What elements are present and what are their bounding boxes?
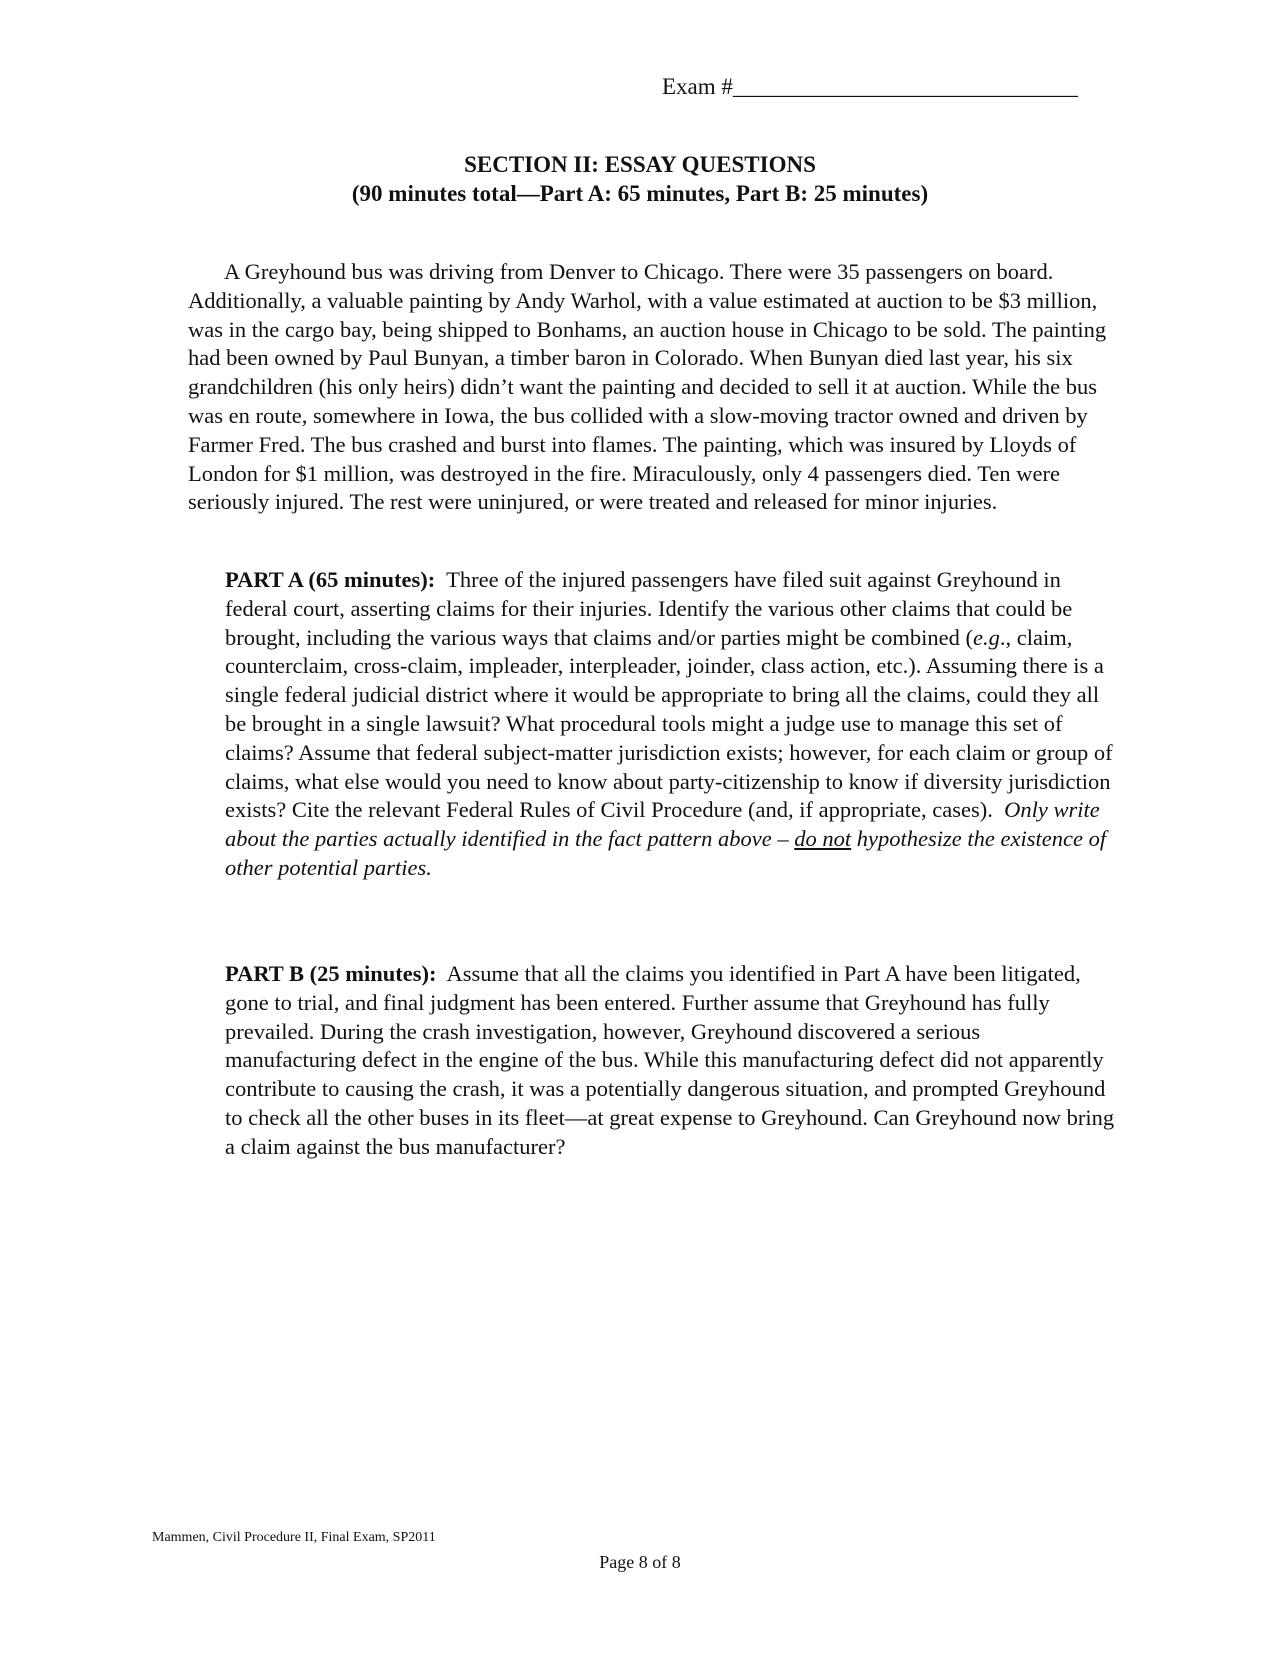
part-a-instruction-1: Only write about the parties actually identified in the fact pattern above – <box>225 797 1100 852</box>
part-a-text-2: ., claim, counterclaim, cross-claim, impleader, interpleader, joinder, class action, etc.). Assuming there is a single federal judicial district where it would be appropriate to bring all the claims, could they all be brought in a single lawsuit? What procedural tools might a judge use to manage this set of claims? Assume that federal subject-matter jurisdiction exists; however, for each claim or group of claims, what else would you need to know about party-citizenship to know if diversity jurisdiction exists? Cite the relevant Federal Rules of Civil Procedure (and, if appropriate, cases). <box>225 624 1113 823</box>
part-a-label: PART A (65 minutes): <box>225 567 436 592</box>
part-b-text: Assume that all the claims you identified in Part A have been litigated, gone to trial, and final judgment has been entered. Further assume that Greyhound has fully prevailed. During the crash investigation, however, Greyhound discovered a serious manufacturing defect in the engine of the bus. While this manufacturing defect did not apparently contribute to causing the crash, it was a potentially dangerous situation, and prompted Greyhound to check all the other buses in its fleet—at great expense to Greyhound. Can Greyhound now bring a claim against the bus manufacturer? <box>225 961 1115 1159</box>
part-a-question <box>225 566 1125 883</box>
section-heading <box>0 150 1280 208</box>
part-a-instruction-underline: do not <box>794 826 852 852</box>
fact-pattern: A Greyhound bus was driving from Denver to Chicago. There were 35 passengers on board. Additionally, a valuable painting by Andy Warhol, with a value estimated at auction to be $3 million, was in the cargo bay, being shipped to Bonhams, an auction house in Chicago to be sold. The painting had been owned by Paul Bunyan, a timber baron in Colorado. When Bunyan died last year, his six grandchildren (his only heirs) didn’t want the painting and decided to sell it at auction. While the bus was en route, somewhere in Iowa, the bus collided with a slow-moving tractor owned and driven by Farmer Fred. The bus crashed and burst into flames. The painting, which was insured by Lloyds of London for $1 million, was destroyed in the fire. Miraculously, only 4 passengers died. Ten were seriously injured. The rest were uninjured, or were treated and released for minor injuries. <box>188 259 1107 515</box>
section-title: SECTION II: ESSAY QUESTIONS <box>464 152 816 177</box>
footer-page-number: Page 8 of 8 <box>599 1552 681 1572</box>
part-a-eg: e.g <box>972 624 1000 650</box>
part-b-label: PART B (25 minutes): <box>225 961 437 986</box>
part-a-text-1: Three of the injured passengers have filed suit against Greyhound in federal court, asserting claims for their injuries. Identify the various other claims that could be brought, including the various ways that claims and/or parties might be combined ( <box>225 567 1073 650</box>
part-b-question <box>225 960 1115 1162</box>
exam-number-line: Exam #______________________________ <box>662 74 1078 99</box>
section-subtitle: (90 minutes total—Part A: 65 minutes, Part B: 25 minutes) <box>351 181 929 206</box>
part-a-instruction-2: hypothesize the existence of other potential parties. <box>225 826 1107 880</box>
footer-course: Mammen, Civil Procedure II, Final Exam, SP2011 <box>152 1530 436 1545</box>
